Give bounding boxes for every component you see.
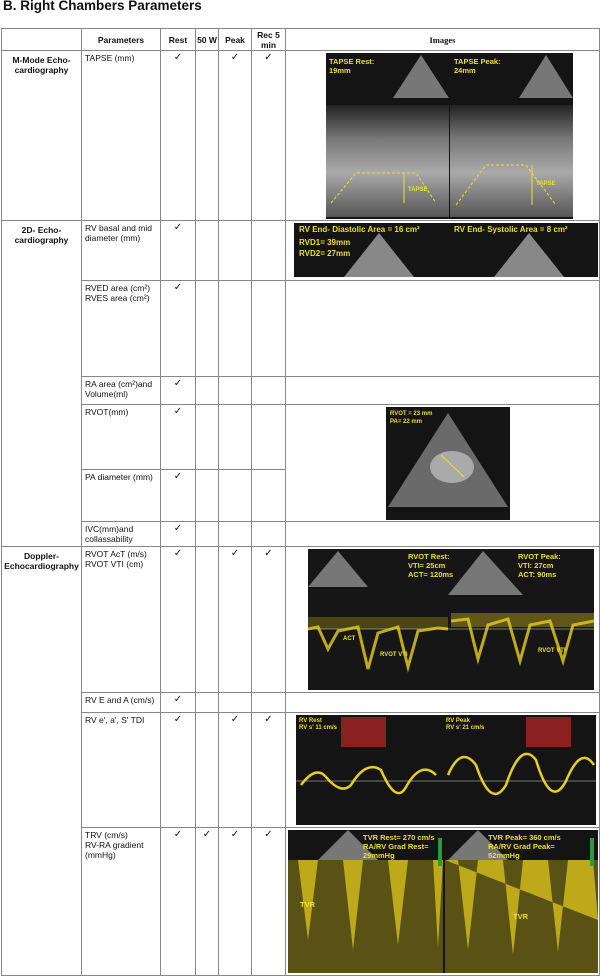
check-trv-peak: ✓ bbox=[219, 828, 252, 976]
cell-tapse-images bbox=[286, 51, 600, 221]
cell-rvot-50w bbox=[196, 405, 219, 470]
header-row bbox=[2, 29, 600, 51]
check-rvot-act-rec: ✓ bbox=[252, 547, 286, 693]
header-images: Images bbox=[286, 29, 600, 51]
row-trv bbox=[2, 828, 600, 976]
cell-rv-basal-images bbox=[286, 221, 600, 281]
rvot-vti-label-rest: RVOT VTI bbox=[380, 652, 408, 658]
cell-ra-rec bbox=[252, 377, 286, 405]
cell-pa-rec bbox=[252, 470, 286, 522]
cell-rved-images bbox=[286, 281, 600, 377]
row-rved-area bbox=[2, 281, 600, 377]
tapse-echo-graphic bbox=[326, 53, 573, 219]
cell-rv-basal-peak bbox=[219, 221, 252, 281]
cell-rv-e-a-images bbox=[286, 693, 600, 713]
cell-pa-peak bbox=[219, 470, 252, 522]
row-rv-e-a bbox=[2, 693, 600, 713]
section-doppler: Doppler-Echocardiography bbox=[2, 547, 82, 976]
cell-ivc-rec bbox=[252, 522, 286, 547]
check-ivc-rest: ✓ bbox=[161, 522, 196, 547]
rvot-vti-label-peak: RVOT VTI bbox=[538, 648, 566, 654]
check-trv-rec: ✓ bbox=[252, 828, 286, 976]
header-peak: Peak bbox=[219, 29, 252, 51]
check-tapse-peak: ✓ bbox=[219, 51, 252, 221]
rv-area-echo-image bbox=[294, 223, 598, 277]
row-ivc bbox=[2, 522, 600, 547]
param-rv-e-a: RV E and A (cm/s) bbox=[82, 693, 161, 713]
param-tapse: TAPSE (mm) bbox=[82, 51, 161, 221]
row-rv-tdi bbox=[2, 713, 600, 828]
header-rec: Rec 5 min bbox=[252, 29, 286, 51]
parameters-table bbox=[1, 28, 600, 976]
cell-rvot-act-images bbox=[286, 547, 600, 693]
act-label: ACT bbox=[343, 636, 356, 642]
tapse-peak-label: TAPSE Peak: 24mm bbox=[454, 57, 501, 75]
header-rest: Rest bbox=[161, 29, 196, 51]
param-rvot: RVOT(mm) bbox=[82, 405, 161, 470]
rved-area-label: RV End- Diastolic Area = 16 cm² bbox=[299, 225, 420, 234]
cell-ra-peak bbox=[219, 377, 252, 405]
tvr-rest-label: TVR Rest= 270 cm/s RA/RV Grad Rest= 29mmHg bbox=[363, 833, 435, 860]
param-trv: TRV (cm/s) RV-RA gradient (mmHg) bbox=[82, 828, 161, 976]
check-tapse-rest: ✓ bbox=[161, 51, 196, 221]
check-tapse-rec: ✓ bbox=[252, 51, 286, 221]
cell-rvot-act-50w bbox=[196, 547, 219, 693]
cell-rvot-rec bbox=[252, 405, 286, 470]
rvot-echo-image bbox=[386, 407, 510, 520]
cell-trv-images bbox=[286, 828, 600, 976]
cell-rvot-images bbox=[286, 405, 600, 522]
param-ivc: IVC(mm)and collassability bbox=[82, 522, 161, 547]
row-rvot bbox=[2, 405, 600, 470]
rv-rest-label: RV Rest RV s' 11 cm/s bbox=[299, 718, 338, 731]
cell-ra-images bbox=[286, 377, 600, 405]
tapse-marker-rest: TAPSE bbox=[408, 187, 428, 193]
tapse-echo-image bbox=[326, 53, 573, 219]
param-rved-area: RVED area (cm²) RVES area (cm²) bbox=[82, 281, 161, 377]
tvr-marker-peak: TVR bbox=[513, 912, 528, 921]
check-rvot-act-peak: ✓ bbox=[219, 547, 252, 693]
trv-doppler-image bbox=[288, 830, 598, 973]
cell-rv-basal-rec bbox=[252, 221, 286, 281]
cell-rv-e-a-rec bbox=[252, 693, 286, 713]
page-title: B. Right Chambers Parameters bbox=[3, 0, 202, 13]
check-trv-rest: ✓ bbox=[161, 828, 196, 976]
cell-ivc-peak bbox=[219, 522, 252, 547]
rvot-doppler-image bbox=[308, 549, 594, 690]
check-rv-tdi-rec: ✓ bbox=[252, 713, 286, 828]
tapse-rest-label: TAPSE Rest: 19mm bbox=[329, 57, 375, 75]
cell-rv-e-a-peak bbox=[219, 693, 252, 713]
tvr-peak-label: TVR Peak= 360 cm/s RA/RV Grad Peak= 52mmHg bbox=[488, 833, 561, 860]
row-tapse bbox=[2, 51, 600, 221]
rves-area-label: RV End- Systolic Area = 8 cm² bbox=[454, 225, 568, 234]
cell-rved-peak bbox=[219, 281, 252, 377]
rvot-pa-label: RVOT = 23 mm PA= 22 mm bbox=[390, 411, 433, 425]
cell-ivc-50w bbox=[196, 522, 219, 547]
check-rv-basal-rest: ✓ bbox=[161, 221, 196, 281]
rvd2-label: RVD2= 27mm bbox=[299, 249, 351, 258]
rvot-rest-label: RVOT Rest: VTI= 25cm ACT= 120ms bbox=[408, 552, 454, 579]
check-rvot-act-rest: ✓ bbox=[161, 547, 196, 693]
cell-rved-50w bbox=[196, 281, 219, 377]
header-50w: 50 W bbox=[196, 29, 219, 51]
cell-rvot-peak bbox=[219, 405, 252, 470]
cell-ivc-images bbox=[286, 522, 600, 547]
cell-rved-rec bbox=[252, 281, 286, 377]
check-rvot-rest: ✓ bbox=[161, 405, 196, 470]
cell-rv-basal-50w bbox=[196, 221, 219, 281]
param-pa-diameter: PA diameter (mm) bbox=[82, 470, 161, 522]
rvd1-label: RVD1= 39mm bbox=[299, 238, 351, 247]
row-rv-basal bbox=[2, 221, 600, 281]
cell-rv-tdi-50w bbox=[196, 713, 219, 828]
row-rvot-act bbox=[2, 547, 600, 693]
check-trv-50w: ✓ bbox=[196, 828, 219, 976]
rvot-peak-label: RVOT Peak: VTI: 27cm ACT: 90ms bbox=[518, 552, 561, 579]
cell-ra-50w bbox=[196, 377, 219, 405]
header-section bbox=[2, 29, 82, 51]
check-rv-e-a-rest: ✓ bbox=[161, 693, 196, 713]
check-pa-rest: ✓ bbox=[161, 470, 196, 522]
tvr-marker-rest: TVR bbox=[300, 900, 315, 909]
section-2d: 2D- Echo-cardiography bbox=[2, 221, 82, 547]
check-ra-rest: ✓ bbox=[161, 377, 196, 405]
cell-rv-e-a-50w bbox=[196, 693, 219, 713]
param-rvot-act: RVOT AcT (m/s) RVOT VTI (cm) bbox=[82, 547, 161, 693]
rv-tdi-image bbox=[296, 715, 596, 825]
section-mmode: M-Mode Echo-cardiography bbox=[2, 51, 82, 221]
rv-peak-label: RV Peak RV s' 21 cm/s bbox=[446, 718, 485, 731]
param-ra-area: RA area (cm²)and Volume(ml) bbox=[82, 377, 161, 405]
check-rv-tdi-rest: ✓ bbox=[161, 713, 196, 828]
tapse-marker-peak: TAPSE bbox=[536, 181, 556, 187]
param-rv-tdi: RV e', a', S' TDI bbox=[82, 713, 161, 828]
cell-pa-50w bbox=[196, 470, 219, 522]
header-parameters: Parameters bbox=[82, 29, 161, 51]
cell-tapse-50w bbox=[196, 51, 219, 221]
check-rv-tdi-peak: ✓ bbox=[219, 713, 252, 828]
check-rved-rest: ✓ bbox=[161, 281, 196, 377]
row-ra-area bbox=[2, 377, 600, 405]
cell-rv-tdi-images bbox=[286, 713, 600, 828]
param-rv-basal: RV basal and mid diameter (mm) bbox=[82, 221, 161, 281]
